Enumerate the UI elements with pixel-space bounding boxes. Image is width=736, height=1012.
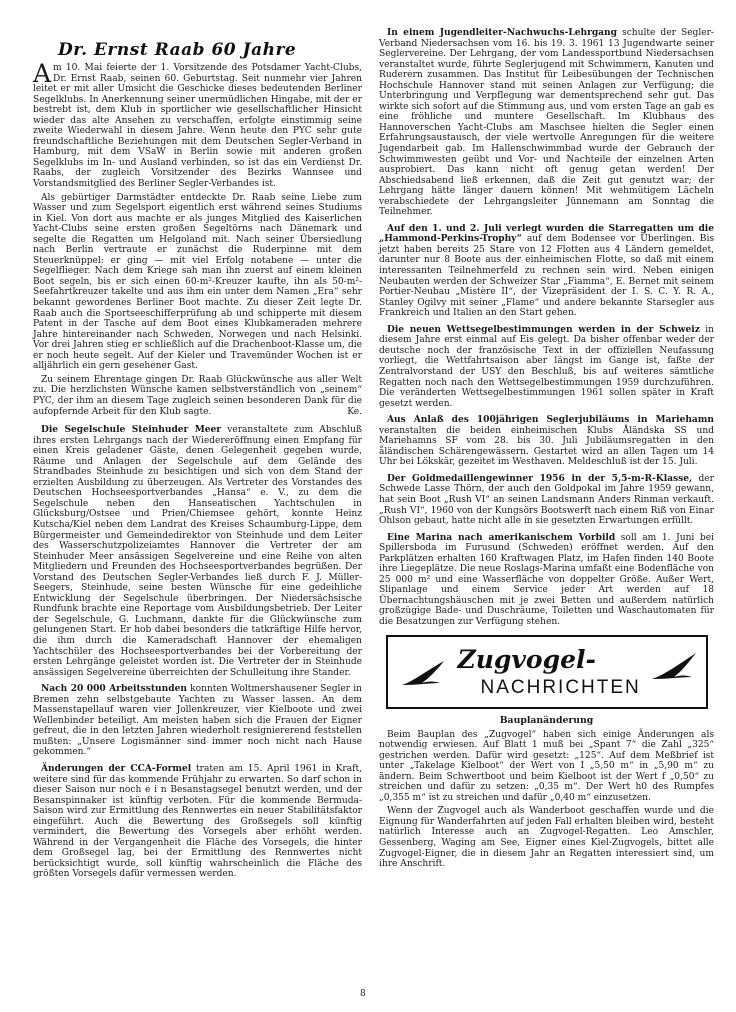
- left-column: [33, 59, 362, 883]
- jugend-heading: In einem Jugendleiter-Nachwuchs-Lehrgang: [387, 27, 617, 38]
- bird-left-icon: [400, 659, 448, 687]
- arbeit-paragraph: Nach 20 000 Arbeitsstunden konnten Woltmershausener Segler in Bremen zehn selbstgebaute Yachten zu Wasser lassen. An dem Massenstapellauf waren vier Jollenkreuzer, vier Kielboote und zwei Wellenbinder beteiligt. Am meisten haben sich die Frauen der Eigner gefreut, die in den letzten Jahren wiederholt resigniererend feststellen mußten: „Unsere Logismänner sind immer noch nicht nach Hause gekommen.“: [33, 683, 362, 758]
- jugend-paragraph: In einem Jugendleiter-Nachwuchs-Lehrgang schulte der Segler-Verband Niedersachsen vom 16. bis 19. 3. 1961 13 Jugendwarte seiner Seglervereine. Der Lehrgang, der vom Landessportbund Niedersachsen veranstaltet wurde, führte Seglerjugend mit Schwimmern, Kanuten und Ruderern zusammen. Das Institut für Leibesübungen der Technischen Hochschule Hannover stand mit seinen Anlagen zur Verfügung; die Unterbringung und Verpflegung war dementsprechend sehr gut. Das wirkte sich sofort auf die Stimmung aus, und vom ersten Tage an gab es eine fröhliche und muntere Gesellschaft. Im Klubhaus des Hannoverschen Yacht-Clubs am Maschsee hielten die Segler einen Erfahrungsaustausch, der viele wertvolle Anregungen für die weitere Jugendarbeit gab. Im Hallenschwimmbad wurde der Gebrauch der Schwimmwesten geübt und Vor- und Nachteile der einzelnen Arten ausprobiert. Das kann nicht oft genug getan werden! Der Abschiedsabend ließ erkennen, daß die Zeit gut genutzt war; der Lehrgang hätte länger dauern können! Mit wehmütigem Lächeln verabschiedete der Lehrgangsleiter Jünnemann am Sonntag die Teilnehmer.: [379, 27, 714, 218]
- drop-cap: A: [33, 59, 52, 88]
- mariehamn-heading: Aus Anlaß des 100jährigen Seglerjubiläums in Mariehamn: [387, 414, 714, 426]
- starregatta-heading: Auf den 1. und 2. Juli verlegt wurden die Starregatten um die „Hammond-Perkins-Trophy“: [379, 222, 714, 245]
- cca-heading: Änderungen der CCA-Formel: [41, 763, 192, 774]
- raab-paragraph-3: Zu seinem Ehrentage gingen Dr. Raab Glückwünsche aus aller Welt zu. Die herzlichsten Wünsche kamen selbstverständlich von „seinem“ PYC, der ihm an diesem Tage zugleich seinen besonderen Dank für die aufopfernde Arbeit für den Klub sagte. Ke.: [33, 374, 362, 417]
- starregatta-paragraph: Auf den 1. und 2. Juli verlegt wurden die Starregatten um die „Hammond-Perkins-Trophy“ auf dem Bodensee vor Überlingen. Bis jetzt haben bereits 25 Stare von 12 Flotten aus 4 Ländern gemeldet, darunter nur 8 Boote aus der einheimischen Flotte, so daß mit einem interessanten Teilnehmerfeld zu rechnen sein wird. Neben einigen Neubauten werden der Schweizer Star „Fiamma“, E. Bernet mit seinem Portier-Neubau „Mistère II“, der Vizepräsident der I. S. C. Y. R. A., Stanley Ogilvy mit seiner „Flame“ und andere bekannte Starsegler aus Frankreich und Italien an den Start gehen.: [379, 222, 714, 319]
- marina-paragraph: Eine Marina nach amerikanischem Vorbild soll am 1. Juni bei Spillersboda im Furusund (Schweden) eröffnet werden. Auf den Parkplätzen erhalten 160 Kraftwagen Platz, im Hafen finden 140 Boote ihre Liegeplätze. Die neue Roslags-Marina umfaßt eine Bodenfläche von 25 000 m² und eine Wasserfläche von doppelter Größe. Außer Wert, Slipanlage und einem Service jeder Art werden auf 18 Übernachtungshäuschen mit je zwei Betten und außerdem natürlich großzügige Bade- und Duschräume, Toiletten und Waschautomaten für die Besatzungen zur Verfügung stehen.: [379, 531, 714, 627]
- schweiz-heading: Die neuen Wettsegelbestimmungen werden in der Schweiz: [387, 323, 700, 335]
- bauplan-paragraph-1: Beim Bauplan des „Zugvogel“ haben sich einige Änderungen als notwendig erwiesen. Auf Blatt 1 muß bei „Spant 7“ die Zahl „325“ gestrichen werden. Dafür wird gesetzt: „125“. Auf dem Meßbrief ist unter „Takelage Kielboot“ der Wert von I „5,50 m“ in „5,90 m“ zu ändern. Beim Schwertboot und beim Kielboot ist der Wert f „0,50“ zu streichen und dafür zu setzen: „0,35 m“. Der Wert h0 des Rumpfes „0,355 m“ ist zu streichen und dafür „0,40 m“ einzusetzen.: [379, 729, 714, 803]
- banner-subtitle: NACHRICHTEN: [480, 676, 641, 698]
- marina-heading: Eine Marina nach amerikanischem Vorbild: [387, 531, 616, 543]
- cca-paragraph: Änderungen der CCA-Formel traten am 15. April 1961 in Kraft, weitere sind für das kommende Frühjahr zu erwarten. So darf schon in dieser Saison nur noch e i n Besanstagsegel benutzt werden, und der Besanspinnaker ist künftig verboten. Für die kommende Bermuda-Saison wird zur Ermittlung des Rennwertes ein neuer Stabilitätsfaktor eingeführt. Auch die Bewertung des Großsegels soll künftig vermindert, die Bewertung des Vorsegels aber erhöht werden. Während in der Vergangenheit die Fläche des Vorsegels, die hinter dem Großsegel lag, bei der Ermittlung des Rennwertes nicht berücksichtigt wurde, soll künftig wahrscheinlich die Fläche des größten Vorsegels dafür vermessen werden.: [33, 763, 362, 880]
- gold-paragraph: Der Goldmedaillengewinner 1956 in der 5,5-m-R-Klasse, der Schwede Lasse Thörn, der auch den Goldpokal im Jahre 1959 gewann, hat sein Boot „Rush VI“ an seinen Landsmann Anders Rinman verkauft. „Rush VI“, 1960 von der Kungsörs Bootswerft nach einem Riß von Einar Ohlson gebaut, hatte nicht alle in sie gesetzten Erwartungen erfüllt.: [379, 472, 714, 527]
- raab-paragraph-1: Am 10. Mai feierte der 1. Vorsitzende des Potsdamer Yacht-Clubs, Dr. Ernst Raab, seinen 60. Geburtstag. Seit nunmehr vier Jahren leitet er mit aller Umsicht die Geschicke dieses bedeutenden Berliner Segelklubs. In Anerkennung seiner unermüdlichen Hingabe, mit der er bestrebt ist, dem Klub in sportlicher wie gesellschaftlicher Hinsicht wieder das alte Ansehen zu verschaffen, erfolgte einstimmig seine zweite Wiederwahl in diesem Jahre. Wenn heute den PYC sehr gute freundschaftliche Beziehungen mit dem Deutschen Segler-Verband in Hamburg, mit dem VSaW in Berlin sowie mit anderen großen Segelklubs im In- und Ausland verbinden, so ist das ein Verdienst Dr. Raabs, der zugleich Vorsitzender des Bezirks Wannsee und Vorstandsmitglied des Berliner Segler-Verbandes ist.: [33, 59, 362, 190]
- raab-paragraph-2: Als gebürtiger Darmstädter entdeckte Dr. Raab seine Liebe zum Wasser und zum Segelsport eigentlich erst während seines Studiums in Kiel. Von dort aus machte er als junges Mitglied des Kaiserlichen Yacht-Clubs seine ersten großen Segeltörns nach Dänemark und segelte die Regatten um Helgoland mit. Nach seiner Übersiedlung nach Berlin vertraute er zunächst die Ruderpinne mit dem Steuerknüppel: er ging — mit viel Erfolg notabene — unter die Segelflieger. Nach dem Kriege sah man ihn zuerst auf einem kleinen Boot segeln, bis er sich einen 60-m²-Kreuzer kaufte, ihn als 50-m²-Seefahrtkreuzer takelte und aus ihm ein unter dem Namen „Era“ sehr bekannt gewordenes Berliner Boot machte. Zu dieser Zeit legte Dr. Raab auch die Sportseeschifferprüfung ab und schipperte mit diesem Patent in der Tasche auf dem Boot eines Klubkameraden mehrere Jahre hintereinander nach Schweden, Norwegen und nach Helsinki. Vor drei Jahren stieg er schließlich auf die Drachenboot-Klasse um, die er noch heute segelt. Auf der Kieler und Travemünder Wochen ist er alljährlich ein gern gesehener Gast.: [33, 192, 362, 372]
- article-title-raab: Dr. Ernst Raab 60 Jahre: [58, 40, 297, 60]
- author-signature: Ke.: [347, 406, 362, 417]
- mariehamn-paragraph: Aus Anlaß des 100jährigen Seglerjubiläums in Mariehamn veranstalten die beiden einheimischen Klubs Åländska SS und Mariehamns SF vom 28. bis 30. Juli Jubiläumsregatten in den åländischen Schärengewässern. Gestartet wird an allen Tagen um 14 Uhr bei Lökskär, gezeitet im Westhaven. Meldeschluß ist der 15. Juli.: [379, 414, 714, 468]
- arbeit-heading: Nach 20 000 Arbeitsstunden: [41, 683, 187, 695]
- gold-heading: Der Goldmedaillengewinner 1956 in der 5,5-m-R-Klasse,: [387, 472, 693, 484]
- schweiz-paragraph: Die neuen Wettsegelbestimmungen werden in der Schweiz in diesem Jahre erst einmal auf Eis gelegt. Da bisher offenbar weder der deutsche noch der französische Text in der offiziellen Neufassung vorliegt, die Wettfahrtsaison aber längst im Gange ist, faßte der Zentralvorstand der USY den Beschluß, bis auf weiteres sämtliche Regatten noch nach den Wettsegelbestimmungen 1959 durchzuführen. Die veränderten Wettsegelbestimmungen 1961 sollen später in Kraft gesetzt werden.: [379, 323, 714, 409]
- bauplan-paragraph-2: Wenn der Zugvogel auch als Wanderboot geschaffen wurde und die Eignung für Wanderfahrten auf jeden Fall erhalten bleiben wird, besteht natürlich Interesse auch an Zugvogel-Regatten. Leo Amschler, Gessenberg, Waging am See, Eigner eines Kiel-Zugvogels, bittet alle Zugvogel-Eigner, die in diesem Jahr an Regatten interessiert sind, um ihre Anschrift.: [379, 806, 714, 870]
- bird-right-icon: [650, 651, 698, 681]
- steinhude-heading: Die Segelschule Steinhuder Meer: [41, 424, 222, 436]
- steinhude-paragraph: Die Segelschule Steinhuder Meer veranstaltete zum Abschluß ihres ersten Lehrgangs nach der Wiedereröffnung einen Empfang für einen Kreis geladener Gäste, denen Gelegenheit gegeben wurde, Räume und Anlagen der Segelschule auf dem Gelände des Strandbades Steinhude zu besichtigen und sich von dem Stand der erzielten Ausbildung zu überzeugen. Als Vertreter des Vorstandes des Deutschen Hochseesportverbandes „Hansa“ e. V., zu dem die Segelschule neben den Hanseatischen Yachtschulen in Glücksburg/Ostsee und Prien/Chiemsee gehört, konnte Heinz Kutscha/Kiel neben dem Landrat des Kreises Schaumburg-Lippe, dem Bürgermeister und Gemeindedirektor von Steinhude und dem Leiter des Wasserschutzpolizeiamtes Hannover die Vertreter der am Steinhuder Meer ansässigen Segelvereine und eine Reihe von alten Mitgliedern und Freunden des Hochseesportverbandes begrüßen. Der Vorstand des Deutschen Segler-Verbandes ließ durch F. J. Müller-Seegers, Steinhude, seine besten Wünsche für eine gedeihliche Entwicklung der Segelschule überbringen. Der Niedersächsische Rundfunk brachte eine Reportage vom Ausbildungsbetrieb. Der Leiter der Segelschule, G. Luchmann, dankte für die Glückwünsche zum gelungenen Start. Er hob dabei besonders die tatkräftige Hilfe hervor, die ihm durch die Kameradschaft Hannover der ehemaligen Yachtschüler des Hochseesportverbandes bei der Vorbereitung der ersten Lehrgänge geleistet worden ist. Die Vertreter der in Steinhude ansässigen Segelvereine überreichten der Schulleitung ihre Stander.: [33, 424, 362, 678]
- page-number: 8: [360, 989, 366, 999]
- right-column: [379, 28, 714, 873]
- bauplan-heading: Bauplanänderung: [499, 714, 594, 726]
- banner-title: Zugvogel-: [457, 644, 596, 674]
- zugvogel-banner: [386, 635, 708, 709]
